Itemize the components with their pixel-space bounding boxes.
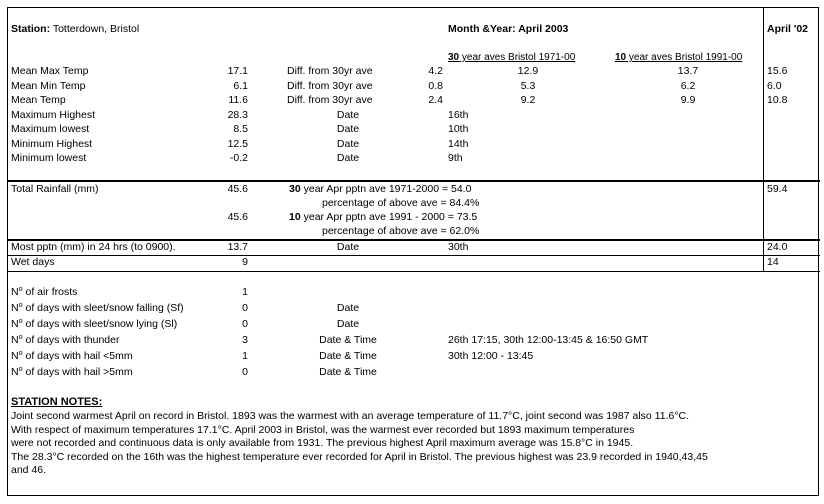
days-row-mid: Date <box>336 302 360 314</box>
temp-row-diff: 0.8 <box>428 79 443 92</box>
temp-row-value: 17.1 <box>227 65 248 77</box>
days-row-label <box>11 318 177 331</box>
temp-row-date: 10th <box>448 123 469 135</box>
days-row-label <box>11 350 133 363</box>
temp-row-label: Mean Max Temp <box>11 65 89 77</box>
temp-row-prev: 15.6 <box>767 65 788 77</box>
number-abbrev-sup: o <box>18 318 23 325</box>
wet-days-label: Wet days <box>11 256 55 268</box>
temp-row-label: Minimum Highest <box>11 137 93 150</box>
most-pptn-prev: 24.0 <box>767 241 788 253</box>
temp-row-diff: 2.4 <box>428 94 443 106</box>
temp-row-value: 6.1 <box>233 79 248 92</box>
station-notes-line: The 28.3°C recorded on the 16th was the highest temperature ever recorded for April in Bristol. The previous highest was 23.9 recorded in 1940,43,45 <box>11 450 708 463</box>
number-abbrev: N <box>11 366 19 378</box>
temp-row-prev: 6.0 <box>767 79 782 92</box>
days-row-mid: Date <box>336 318 360 330</box>
days-row-label <box>11 286 77 299</box>
rainfall-ave30-line: 30 year Apr pptn ave 1971-2000 = 54.0 <box>289 183 472 195</box>
days-divider <box>8 271 820 272</box>
temp-row-date: 14th <box>448 137 469 150</box>
prev-year-header: April '02 <box>767 23 809 35</box>
station-title <box>11 23 139 36</box>
temp-row-diff: 4.2 <box>428 65 443 77</box>
most-pptn-date: 30th <box>448 241 469 253</box>
temp-row-value: 11.6 <box>228 94 248 106</box>
temp-row-date: 16th <box>448 108 469 121</box>
days-row-text: of days with sleet/snow lying (Sl) <box>25 318 178 330</box>
temp-row-label: Mean Min Temp <box>11 79 86 92</box>
station-notes-line: Joint second warmest April on record in Bristol. 1893 was the warmest with an average temperature of 11.7°C, joint second was 1987 also 11.6°C. <box>11 410 690 422</box>
number-abbrev: N <box>11 286 19 298</box>
temp-row-value: 8.5 <box>233 123 248 135</box>
station-label: Station: <box>11 23 51 35</box>
weather-report-sheet <box>7 7 819 496</box>
rainfall-pct10-line: percentage of above ave = 62.0% <box>322 225 480 237</box>
temp-row-mid: Diff. from 30yr ave <box>287 94 373 106</box>
ave10-header: 10 year aves Bristol 1991-00 <box>615 52 743 63</box>
rainfall-pct30-line: percentage of above ave = 84.4% <box>322 197 480 209</box>
days-row-text: of days with sleet/snow falling (Sf) <box>25 302 184 314</box>
number-abbrev: N <box>11 334 19 346</box>
number-abbrev-sup: o <box>18 350 23 357</box>
days-row-text: of days with hail <5mm <box>25 350 133 362</box>
temp-row-mid: Date <box>336 137 360 150</box>
temp-row-prev: 10.8 <box>767 94 788 106</box>
rainfall-prev: 59.4 <box>767 183 788 195</box>
month-year-title: Month &Year: April 2003 <box>448 23 569 35</box>
days-row-label <box>11 366 133 379</box>
rainfall-value-2: 45.6 <box>227 211 248 223</box>
wet-days-divider <box>8 255 820 256</box>
days-row-text: of air frosts <box>25 286 78 298</box>
station-notes-heading: STATION NOTES: <box>11 396 103 408</box>
temp-row-label: Mean Temp <box>11 94 66 106</box>
number-abbrev-sup: o <box>18 286 23 293</box>
rainfall-divider <box>8 180 820 182</box>
temp-row-ave30: 5.3 <box>520 79 536 92</box>
temp-row-mid: Date <box>336 108 360 121</box>
station-notes-line: were not recorded and continuous data is only available from 1931. The previous highest April maximum average was 15.8°C in 1945. <box>11 437 634 449</box>
rainfall-label: Total Rainfall (mm) <box>11 183 99 195</box>
temp-row-mid: Date <box>336 152 360 164</box>
most-pptn-date-label: Date <box>336 241 360 253</box>
days-row-detail: 30th 12:00 - 13:45 <box>448 350 534 362</box>
temp-row-value: 12.5 <box>227 137 248 150</box>
days-row-mid: Date & Time <box>319 350 377 362</box>
temp-row-label: Maximum Highest <box>11 108 96 121</box>
temp-row-ave10: 13.7 <box>677 65 699 77</box>
number-abbrev-sup: o <box>18 302 23 309</box>
temp-row-label: Maximum lowest <box>11 123 90 135</box>
days-row-text: of days with hail >5mm <box>25 366 133 378</box>
temp-row-value: 28.3 <box>227 108 248 121</box>
days-row-value: 0 <box>242 366 248 378</box>
temp-row-ave30: 9.2 <box>520 94 536 106</box>
temp-row-mid: Diff. from 30yr ave <box>287 79 373 92</box>
station-notes-line: and 46. <box>11 464 47 476</box>
number-abbrev: N <box>11 350 19 362</box>
temp-row-date: 9th <box>448 152 463 164</box>
wet-days-value: 9 <box>242 256 248 268</box>
rainfall-value: 45.6 <box>227 183 248 195</box>
days-row-value: 1 <box>242 286 248 298</box>
temp-row-ave10: 6.2 <box>680 79 696 92</box>
number-abbrev-sup: o <box>18 334 23 341</box>
rainfall-ave10-line: 10 year Apr pptn ave 1991 - 2000 = 73.5 <box>289 211 478 223</box>
most-pptn-value: 13.7 <box>227 241 248 253</box>
days-row-value: 0 <box>242 318 248 330</box>
number-abbrev: N <box>11 302 19 314</box>
days-row-text: of days with thunder <box>25 334 120 346</box>
temp-row-mid: Date <box>336 123 360 135</box>
days-row-value: 0 <box>242 302 248 314</box>
days-row-mid: Date & Time <box>319 334 377 346</box>
days-row-mid: Date & Time <box>319 366 377 378</box>
number-abbrev: N <box>11 318 19 330</box>
days-row-detail: 26th 17:15, 30th 12:00-13:45 & 16:50 GMT <box>448 334 649 346</box>
days-row-label <box>11 302 184 315</box>
number-abbrev-sup: o <box>18 366 23 373</box>
station-name: Totterdown, Bristol <box>52 23 140 35</box>
station-notes-line: With respect of maximum temperatures 17.1°C. April 2003 in Bristol, was the warmest ever recorded but 1893 maximum temperatures <box>11 423 635 436</box>
temp-row-value: -0.2 <box>229 152 248 164</box>
temp-row-ave30: 12.9 <box>517 65 539 77</box>
wet-days-prev: 14 <box>767 256 779 268</box>
temp-row-mid: Diff. from 30yr ave <box>287 65 373 77</box>
temp-row-label: Minimum lowest <box>11 152 87 164</box>
days-row-label <box>11 334 119 347</box>
most-pptn-label: Most pptn (mm) in 24 hrs (to 0900). <box>11 241 176 253</box>
days-row-value: 3 <box>242 334 248 346</box>
ave30-header: 30 year aves Bristol 1971-00 <box>448 52 576 63</box>
days-row-value: 1 <box>242 350 248 362</box>
prev-year-column-divider <box>763 8 764 271</box>
temp-row-ave10: 9.9 <box>680 94 696 106</box>
